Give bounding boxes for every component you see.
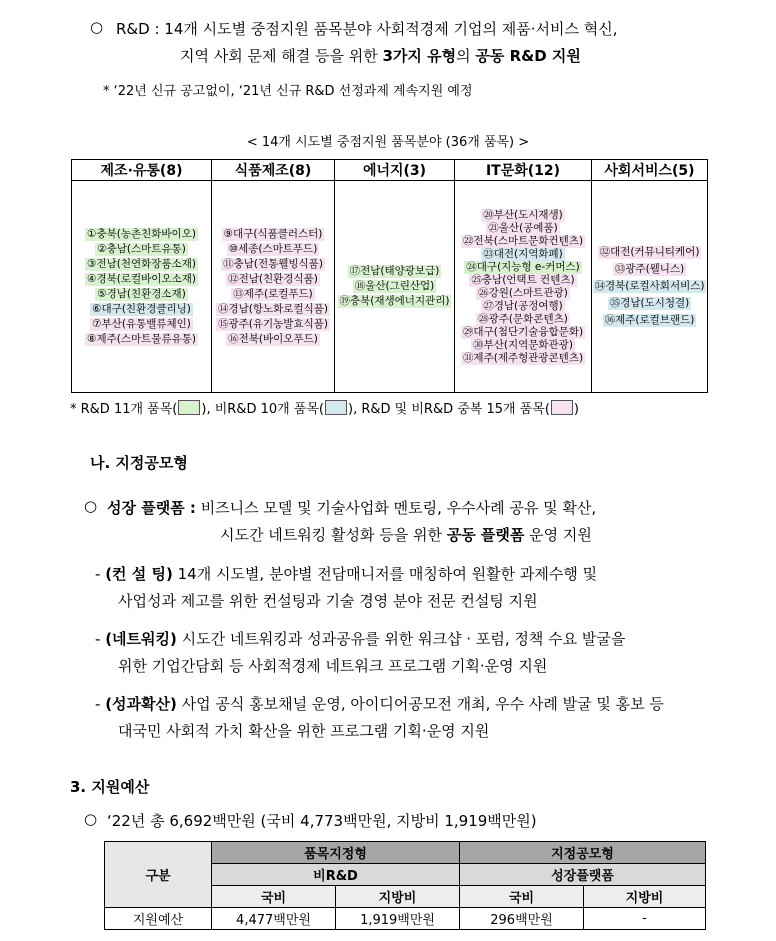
sector-item: ㉒전북(스마트문화컨텐츠) [462,234,584,247]
sector-item: ②충남(스마트유통) [97,242,186,255]
column-header-energy: 에너지(3) [335,160,455,181]
sector-item: ⑥대구(친환경클리닝) [92,302,191,315]
sector-item: ⑫전남(친환경식품) [228,272,318,285]
sector-item: ㊱제주(로컬브랜드) [604,314,695,326]
budget-corner-label: 구분 [105,842,212,908]
sector-item: ⑲충북(재생에너지관리) [339,295,450,307]
rd-bullet: ○ [90,18,104,36]
rd-joint-support: 공동 R&D 지원 [475,47,581,65]
sector-item: ㉞경북(로컬사회서비스) [594,280,705,292]
sector-item: ㉗경남(공정여행) [483,299,563,312]
consulting-line2: 사업성과 제고를 위한 컨설팅과 기술 경영 분야 전문 컨설팅 지원 [118,592,538,610]
sector-item: ⑯전북(바이오푸드) [228,332,318,345]
networking-line2: 위한 기업간담회 등 사회적경제 네트워크 프로그램 기획·운영 지원 [118,657,548,675]
sector-item: ⑳부산(도시재생) [483,208,563,221]
rd-paragraph-line1 [116,18,618,39]
sector-header-row [72,160,708,181]
sector-item: ㉕충남(언택트 컨텐츠) [471,273,575,286]
legend-swatch-green [178,400,200,415]
consulting-label: (컨 설 팅) [105,565,173,583]
budget-col-local-2: 지방비 [584,886,706,908]
dissemination-line2: 대국민 사회적 가치 확산을 위한 프로그램 기획·운영 지원 [118,722,490,740]
sector-item: ⑰전남(태양광보급) [349,265,440,277]
budget-sub-non-rd: 비R&D [212,864,460,886]
sector-item: ⑬제주(로컬푸드) [233,287,313,300]
budget-col-national-1: 국비 [212,886,336,908]
sector-item: ㉔대구(지능형 e-커머스) [466,260,580,273]
networking-item: - (네트워킹) 시도간 네트워킹과 성과공유를 위한 워크샵 · 포럼, 정책 수요 발굴을 [95,630,626,648]
platform-joint: 공동 플랫폼 [446,526,525,544]
column-header-food: 식품제조(8) [212,160,335,181]
rd-note: * ‘22년 신규 공고없이, ‘21년 신규 R&D 선정과제 계속지원 예정 [103,84,473,99]
sector-item: ⑪충남(전통웰빙식품) [223,257,323,270]
sector-table [71,159,708,393]
sector-item: ⑱울산(그린산업) [354,280,435,292]
sector-item: ①충북(농촌친화바이오) [87,227,196,240]
column-list-it-culture [455,209,591,365]
dissemination-item: - (성과확산) 사업 공식 홍보채널 운영, 아이디어공모전 개최, 우수 사례 발굴 및 홍보 등 [95,695,664,713]
budget-group-designated-item: 품목지정형 [212,842,460,864]
budget-value-national-2: 296백만원 [460,908,584,930]
column-list-energy [335,265,454,308]
sector-item: ⑮광주(유기농발효식품) [218,317,328,330]
budget-data-row [105,908,706,930]
budget-col-local-1: 지방비 [336,886,460,908]
column-header-it-culture: IT문화(12) [455,160,592,181]
sector-item: ⑭경남(항노화로컬식품) [218,302,328,315]
column-list-manufacturing [72,228,211,346]
column-header-social-service: 사회서비스(5) [592,160,708,181]
sector-item: ㉛제주(제주형관광콘텐츠) [462,351,584,364]
column-header-manufacturing: 제조·유통(8) [72,160,212,181]
networking-label: (네트워킹) [105,630,177,648]
sector-item: ㉙대구(첨단기술융합문화) [462,325,584,338]
sector-item: ⑧제주(스마트물류유통) [87,332,196,345]
sector-item: ㉝광주(웰니스) [614,263,685,275]
sector-item: ㉖강원(스마트관광) [478,286,568,299]
budget-value-national-1: 4,477백만원 [212,908,336,930]
platform-line2: 시도간 네트워킹 활성화 등을 위한 공동 플랫폼 운영 지원 [220,526,592,544]
sector-body-row [72,181,708,393]
budget-summary: ‘22년 총 6,692백만원 (국비 4,773백만원, 지방비 1,919백만원) [107,812,537,830]
rd-three-types: 3가지 유형 [382,47,457,65]
legend-swatch-pink [551,400,573,415]
sector-item: ㉟경남(도시청결) [609,297,690,309]
budget-row-label: 지원예산 [105,908,212,930]
budget-bullet: ○ [84,810,98,828]
dissemination-label: (성과확산) [105,695,177,713]
budget-value-local-1: 1,919백만원 [336,908,460,930]
consulting-item: - (컨 설 팅) 14개 시도별, 분야별 전담매니저를 매칭하여 원활한 과제수행 및 [95,565,598,583]
budget-table [104,841,706,930]
rd-paragraph-line2: 지역 사회 문제 해결 등을 위한 3가지 유형의 공동 R&D 지원 [180,47,581,65]
budget-heading: 3. 지원예산 [70,778,150,796]
sector-item: ㉑울산(공예품) [488,221,558,234]
sector-item: ⑦부산(유통밸류체인) [92,317,191,330]
sector-item: ⑤경남(친환경소재) [97,287,186,300]
budget-sub-platform: 성장플랫폼 [460,864,706,886]
budget-col-national-2: 국비 [460,886,584,908]
legend-swatch-blue [325,400,347,415]
designated-heading: 나. 지정공모형 [90,454,188,472]
budget-value-local-2: - [584,908,706,930]
rd-line1-text: 14개 시도별 중점지원 품목분야 사회적경제 기업의 제품·서비스 혁신, [164,20,618,38]
sector-item: ⑨대구(식품클러스터) [223,227,323,240]
sector-item: ㉘광주(문화콘텐츠) [478,312,568,325]
platform-line1: 성장 플랫폼 : 비즈니스 모델 및 기술사업화 멘토링, 우수사례 공유 및 확산, [107,499,597,517]
column-list-social-service [592,246,707,327]
sector-legend: * R&D 11개 품목( ), 비R&D 10개 품목( ), R&D 및 비R&D 중복 15개 품목( ) [70,402,579,417]
sector-item: ㉚부산(지역문화관광) [473,338,573,351]
sector-item: ③전남(천연화장품소재) [87,257,196,270]
sector-item: ④경북(로컬바이오소재) [87,272,196,285]
rd-label: R&D : [116,20,160,38]
sector-item: ㉓대전(지역화폐) [483,247,563,260]
sector-item: ⑩세종(스마트푸드) [228,242,318,255]
sector-item: ㉜대전(커뮤니티케어) [599,246,700,258]
platform-bullet: ○ [84,497,98,515]
sector-table-caption: < 14개 시도별 중점지원 품목분야 (36개 품목) > [246,135,530,150]
budget-group-designated-contest: 지정공모형 [460,842,706,864]
platform-label: 성장 플랫폼 : [107,499,196,517]
column-list-food [212,228,334,346]
